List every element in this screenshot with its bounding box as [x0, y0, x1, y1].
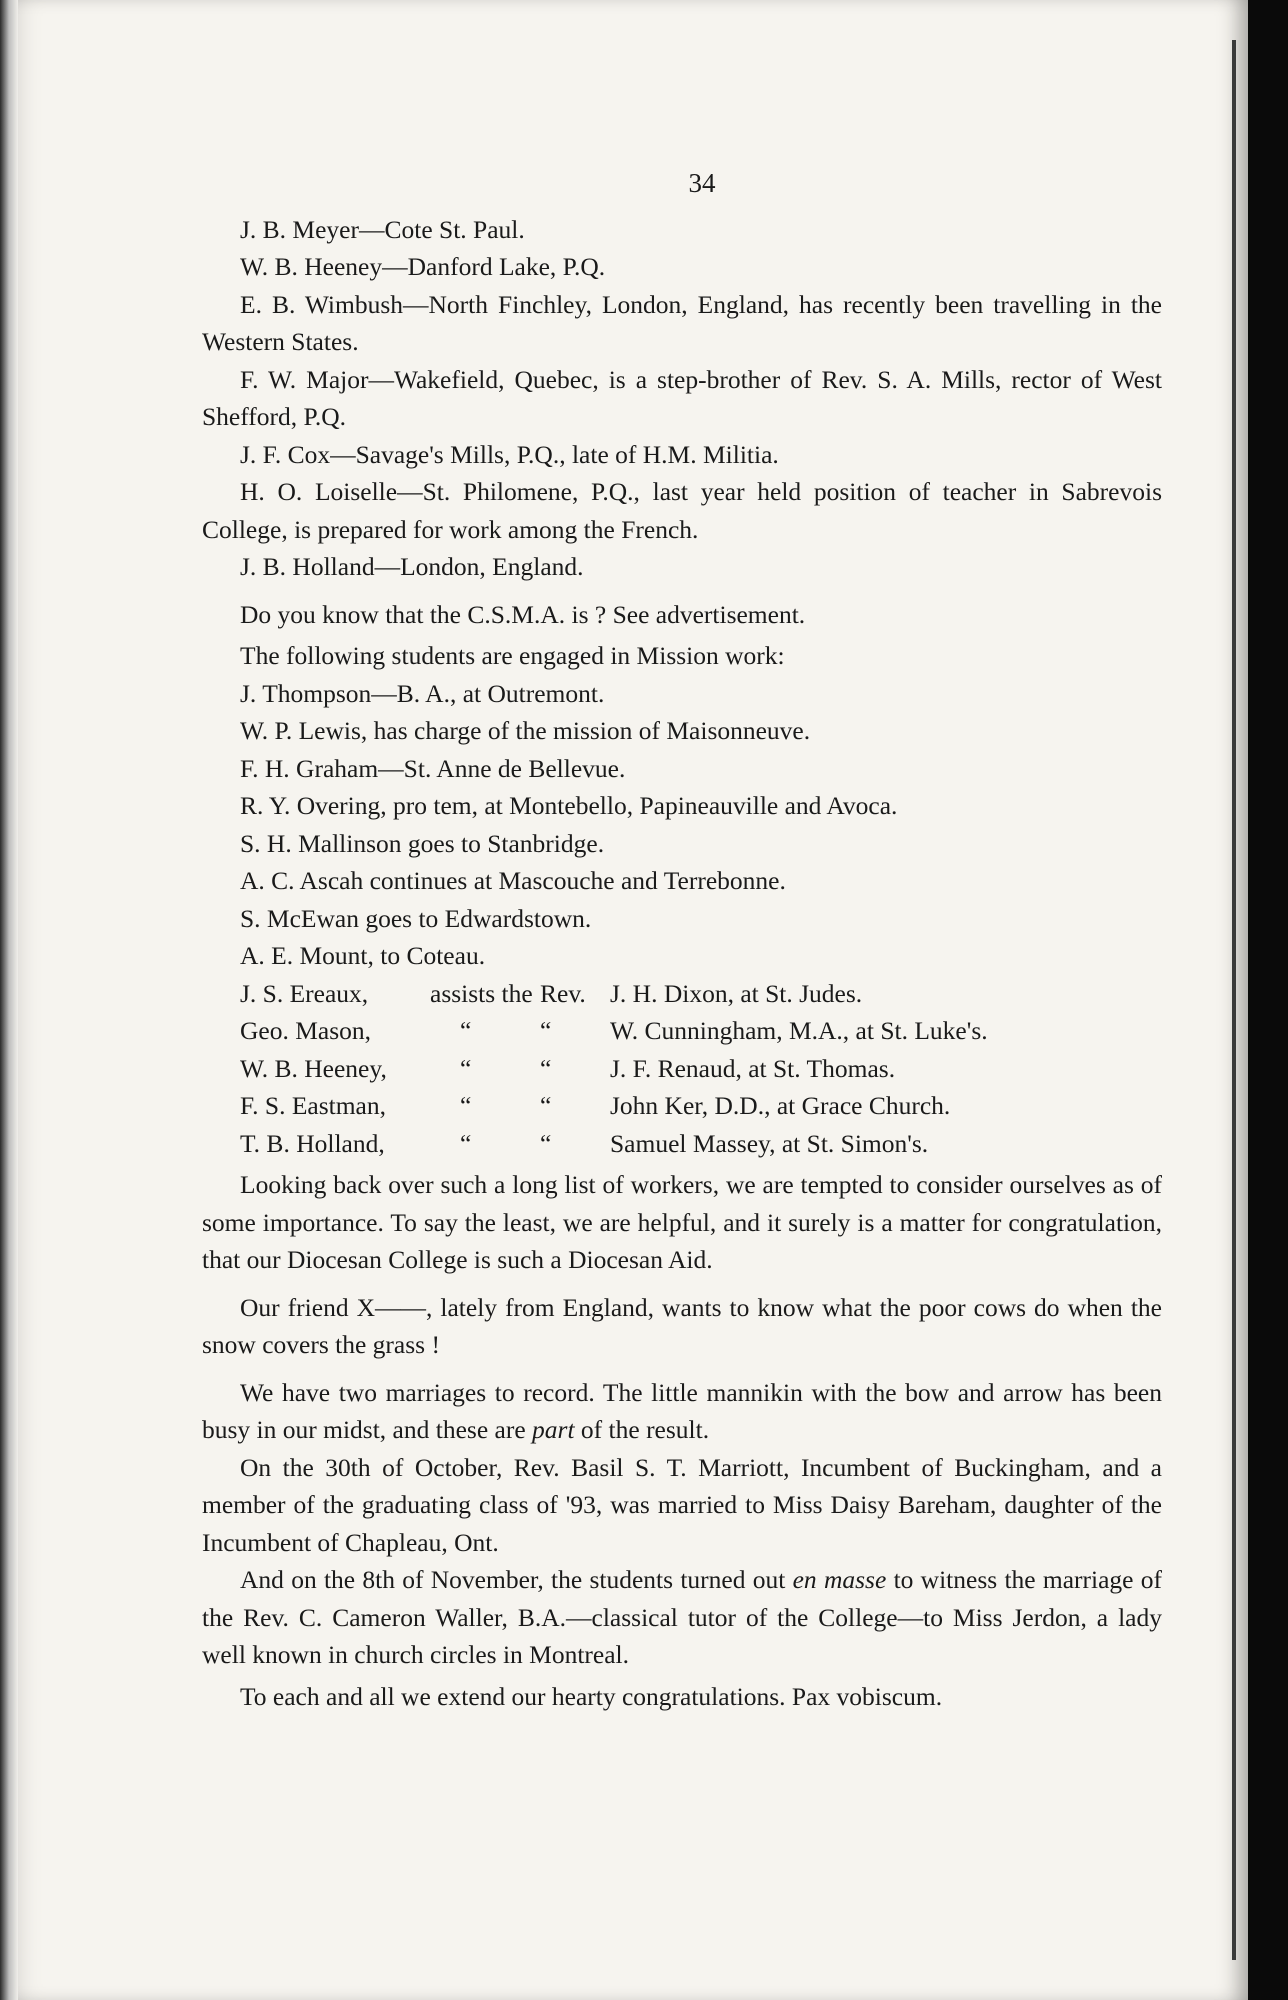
mission-lewis: W. P. Lewis, has charge of the mission of Maisonneuve.: [240, 716, 811, 745]
mission-mcewan: S. McEwan goes to Edwardstown.: [240, 903, 592, 933]
ditto-mark: “: [540, 1016, 552, 1045]
assist-row: [202, 1087, 1162, 1125]
paragraph-friend: Our friend X——, lately from England, wants to know what the poor cows do when the snow covers the grass !: [202, 1292, 1162, 1359]
assist-detail: W. Cunningham, M.A., at St. Luke's.: [610, 1016, 988, 1045]
assist-detail: John Ker, D.D., at Grace Church.: [610, 1091, 951, 1120]
assist-detail: J. F. Renaud, at St. Thomas.: [610, 1053, 896, 1083]
page-number: 34: [688, 168, 716, 198]
mission-intro: The following students are engaged in Mission work:: [240, 641, 785, 670]
paragraph-final: To each and all we extend our hearty congratulations. Pax vobiscum.: [240, 1681, 943, 1711]
marriages-emphasis: part: [532, 1415, 575, 1444]
entry-meyer: J. B. Meyer—Cote St. Paul.: [240, 214, 525, 244]
ditto-mark: “: [540, 1128, 552, 1158]
marriages-text: We have two marriages to record. The little mannikin with the bow and arrow has been busy in our midst, and these are: [202, 1377, 1162, 1444]
csma-note: Do you know that the C.S.M.A. is ? See advertisement.: [240, 599, 806, 629]
page-edge-line: [1232, 40, 1236, 1960]
assist-name: T. B. Holland,: [240, 1128, 385, 1158]
assist-name: Geo. Mason,: [240, 1016, 372, 1045]
paragraph-workers: Looking back over such a long list of workers, we are tempted to consider ourselves as of some importance. To say the least, we are helpful, and it surely is a matter for congratulation, that our Diocesan College is such a Diocesan Aid.: [202, 1170, 1162, 1274]
mission-ascah: A. C. Ascah continues at Mascouche and Terrebonne.: [240, 866, 786, 895]
marriages-text-end: of the result.: [574, 1415, 710, 1444]
mission-mallinson: S. H. Mallinson goes to Stanbridge.: [240, 828, 605, 858]
entry-major: F. W. Major—Wakefield, Quebec, is a step-brother of Rev. S. A. Mills, rector of West Shefford, P.Q.: [202, 364, 1162, 431]
ditto-mark: “: [460, 1128, 472, 1158]
mission-thompson: J. Thompson—B. A., at Outremont.: [240, 678, 605, 708]
paragraph-november: [202, 1561, 1162, 1674]
ditto-mark: “: [460, 1016, 472, 1045]
assist-title: Rev.: [540, 978, 586, 1008]
entry-holland: J. B. Holland—London, England.: [240, 552, 584, 581]
ditto-mark: “: [460, 1091, 472, 1120]
mission-mount: A. E. Mount, to Coteau.: [240, 941, 486, 970]
assist-row: [202, 1125, 1162, 1163]
november-text-end: to witness the marriage of the Rev. C. Cameron Waller, B.A.—classical tutor of the College—to Miss Jerdon, a lady well known in church circles in Montreal.: [202, 1565, 1163, 1669]
november-text: And on the 8th of November, the students turned out: [240, 1565, 793, 1594]
entry-loiselle: H. O. Loiselle—St. Philomene, P.Q., last year held position of teacher in Sabrevois College, is prepared for work among the French.: [202, 477, 1162, 544]
entry-heeney: W. B. Heeney—Danford Lake, P.Q.: [240, 252, 606, 281]
assist-detail: Samuel Massey, at St. Simon's.: [610, 1128, 929, 1158]
mission-overing: R. Y. Overing, pro tem, at Montebello, Papineauville and Avoca.: [240, 791, 898, 820]
ditto-mark: “: [460, 1053, 472, 1083]
text-column: [202, 165, 1162, 1715]
mission-graham: F. H. Graham—St. Anne de Bellevue.: [240, 753, 626, 783]
assist-verb: assists the: [430, 978, 533, 1008]
assist-name: W. B. Heeney,: [240, 1053, 387, 1083]
ditto-mark: “: [540, 1091, 552, 1120]
paragraph-october: On the 30th of October, Rev. Basil S. T. Marriott, Incumbent of Buckingham, and a member of the graduating class of '93, was married to Miss Daisy Bareham, daughter of the Incumbent of Chapleau, Ont.: [202, 1452, 1162, 1557]
ditto-mark: “: [540, 1053, 552, 1083]
binding-edge: [0, 0, 18, 2000]
assist-detail: J. H. Dixon, at St. Judes.: [610, 978, 863, 1008]
assist-row: [202, 975, 1162, 1013]
entry-wimbush: E. B. Wimbush—North Finchley, London, England, has recently been travelling in the Western States.: [202, 289, 1162, 356]
assist-row: [202, 1050, 1162, 1088]
assist-row: [202, 1012, 1162, 1050]
assist-name: J. S. Ereaux,: [240, 978, 369, 1008]
assist-name: F. S. Eastman,: [240, 1091, 387, 1120]
entry-cox: J. F. Cox—Savage's Mills, P.Q., late of H.M. Militia.: [240, 439, 779, 469]
november-emphasis: en masse: [792, 1565, 887, 1594]
paragraph-marriages: [202, 1374, 1162, 1449]
